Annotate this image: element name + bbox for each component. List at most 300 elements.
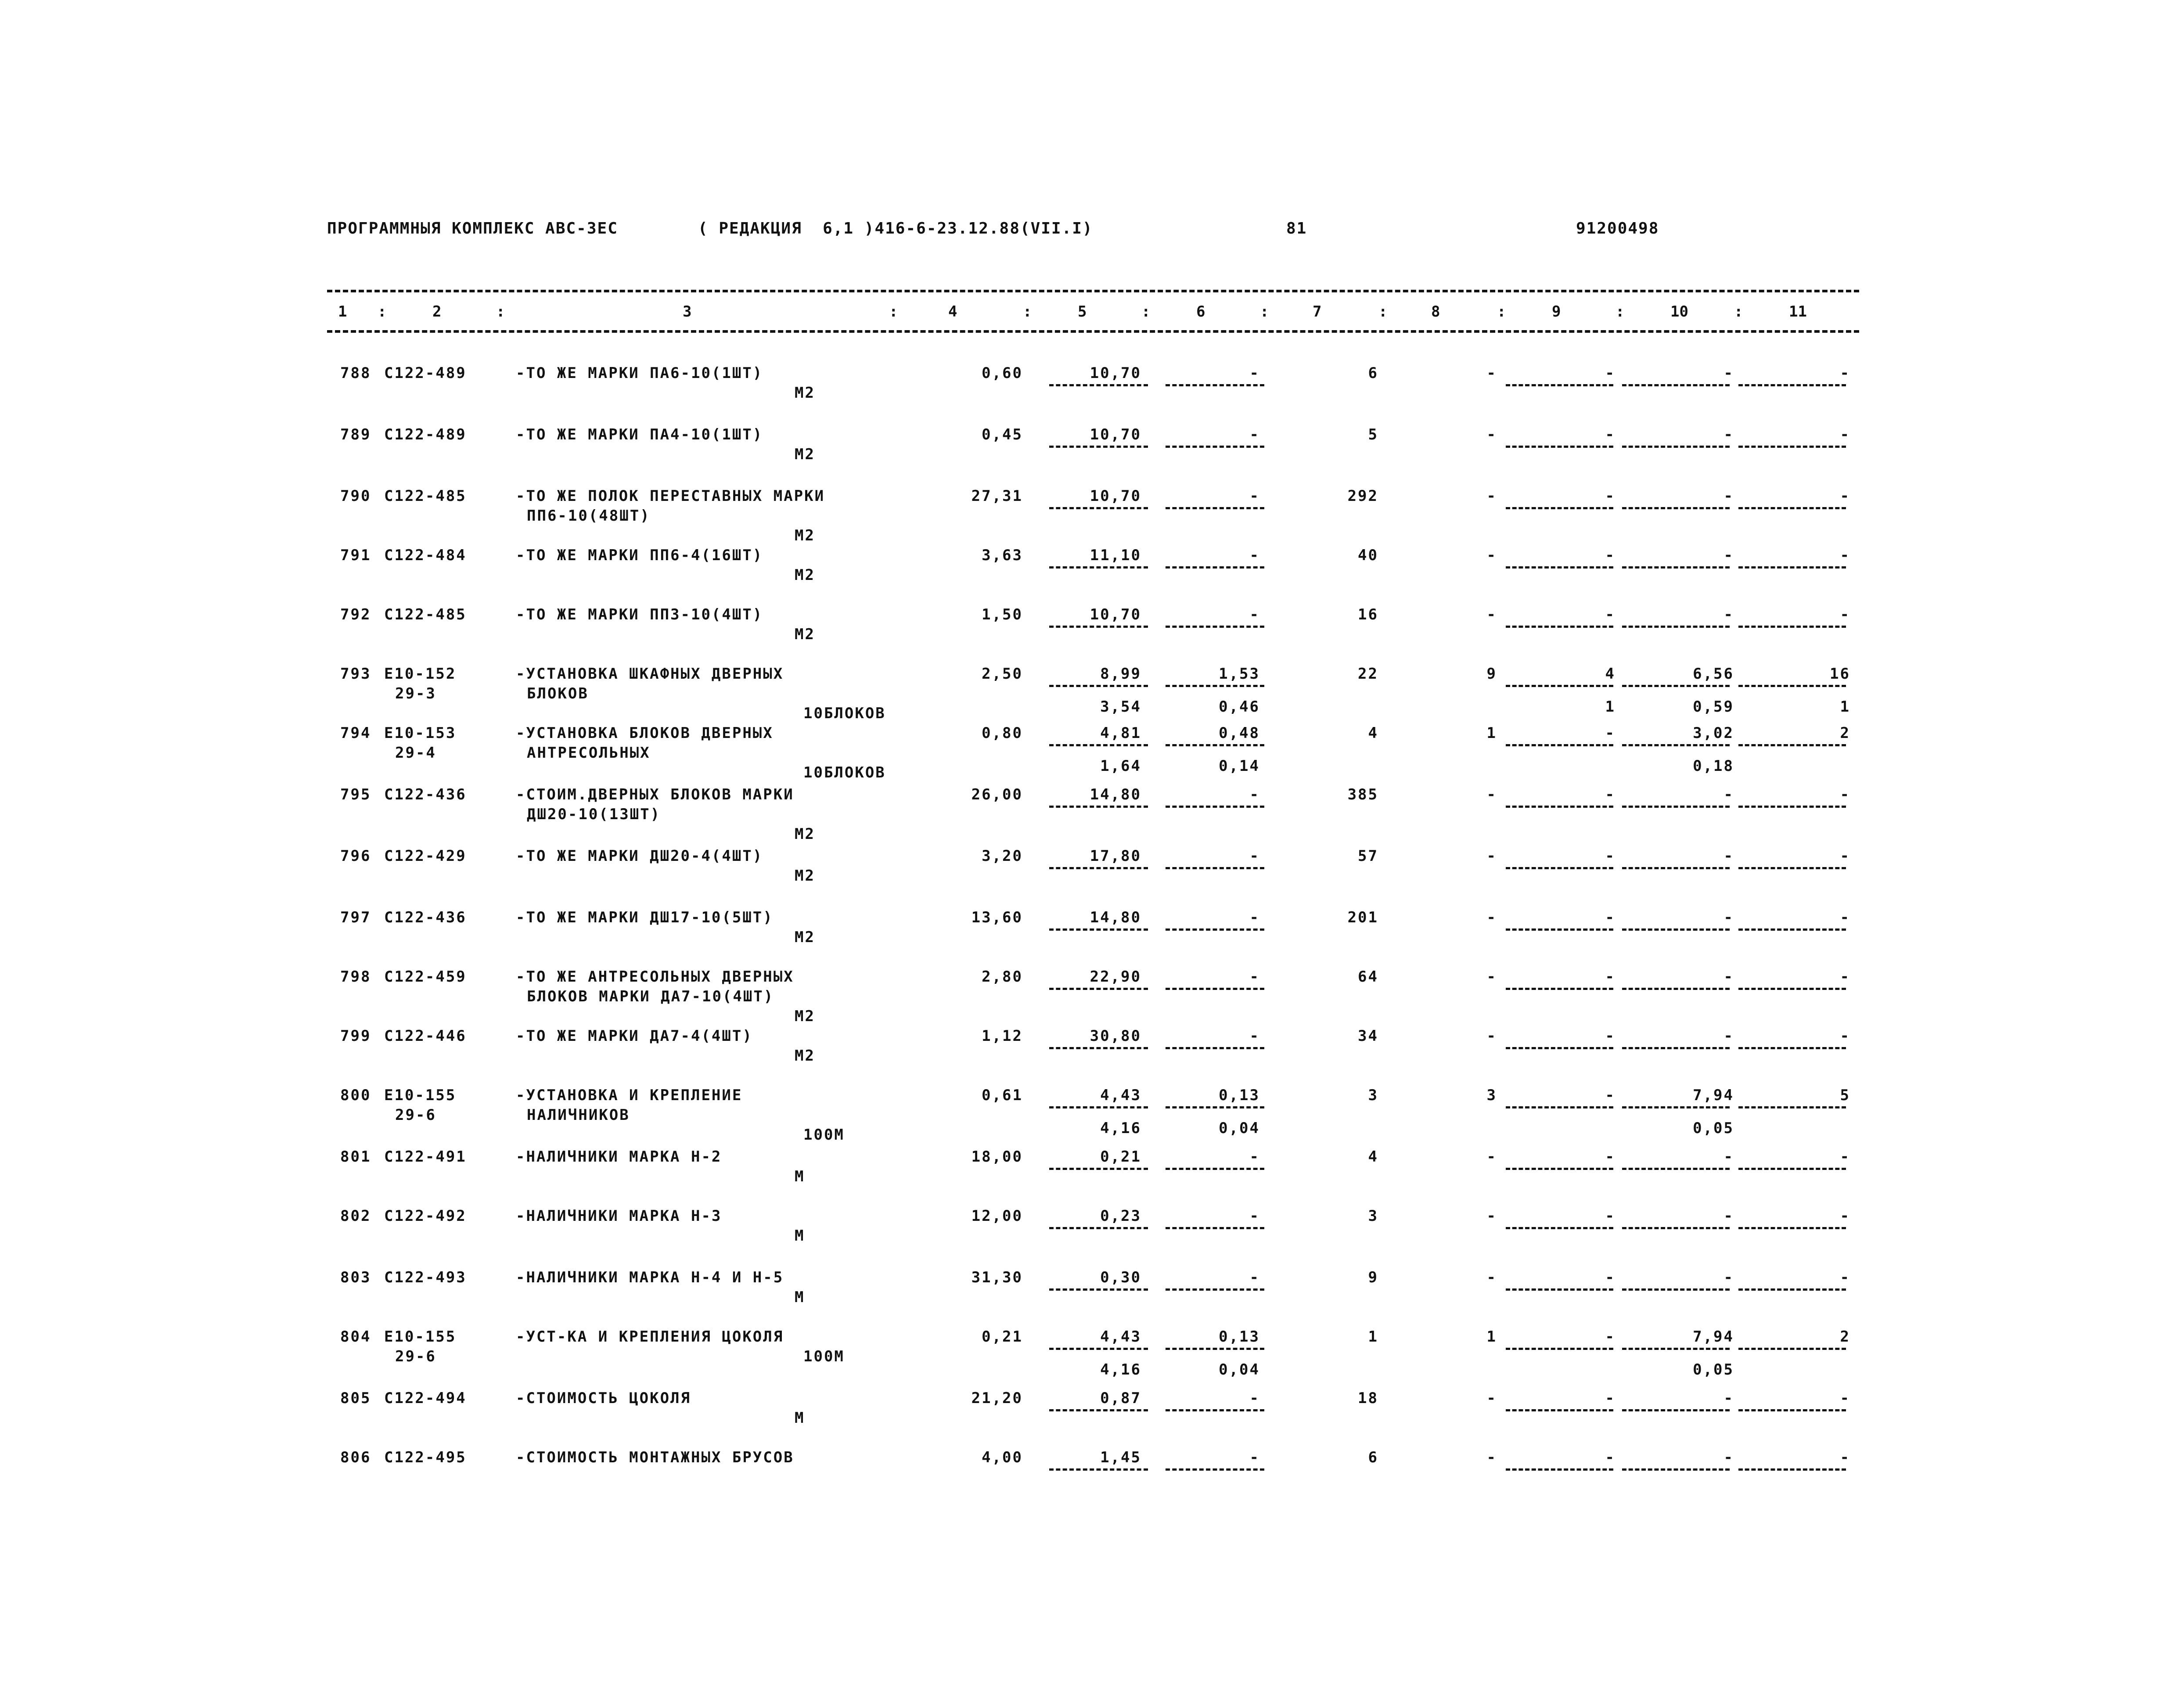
item-name: -ТО ЖЕ МАРКИ ПА4-10(1ШТ) (516, 426, 763, 443)
unit: 100М (803, 1348, 845, 1365)
col6-value: - (1249, 1449, 1260, 1466)
value-underline (1622, 1168, 1730, 1170)
col-separator: : (889, 303, 898, 320)
unit-price: 22,90 (1090, 968, 1141, 986)
unit-price: 0,30 (1100, 1269, 1141, 1286)
item-code: Е10-155 (384, 1087, 457, 1104)
col-separator: : (378, 303, 387, 320)
value-underline (1622, 867, 1730, 869)
value-underline (1166, 1288, 1264, 1291)
col11-value: - (1840, 606, 1850, 623)
value-underline (1506, 384, 1613, 386)
col-2: 2 (432, 303, 442, 320)
value-underline (1622, 806, 1730, 808)
value-underline (1166, 744, 1264, 746)
col9-value: - (1605, 426, 1616, 443)
value-underline (1622, 928, 1730, 931)
value-underline (1506, 1047, 1613, 1049)
value-underline (1506, 566, 1613, 569)
value-underline (1738, 685, 1846, 687)
quantity: 0,80 (982, 724, 1023, 742)
item-code: С122-436 (384, 909, 467, 926)
col10-value: - (1723, 1389, 1734, 1407)
item-name: -ТО ЖЕ МАРКИ ДА7-4(4ШТ) (516, 1027, 753, 1045)
col-9: 9 (1552, 303, 1561, 320)
col6-value: 0,13 (1219, 1328, 1260, 1346)
col10-value: - (1723, 909, 1734, 926)
value-underline (1049, 626, 1148, 628)
col6-value: - (1249, 426, 1260, 443)
quantity: 26,00 (971, 786, 1023, 803)
row-number: 801 (340, 1148, 371, 1166)
unit-price: 1,45 (1100, 1449, 1141, 1466)
col8-value: - (1486, 487, 1497, 505)
value-underline (1622, 1227, 1730, 1229)
col6-value: - (1249, 968, 1260, 986)
value-underline (1738, 1227, 1846, 1229)
quantity: 0,21 (982, 1328, 1023, 1346)
row-number: 806 (340, 1449, 371, 1466)
row-number: 789 (340, 426, 371, 443)
col6-value: - (1249, 1207, 1260, 1225)
item-code-sub: 29-6 (395, 1106, 436, 1124)
quantity: 1,12 (982, 1027, 1023, 1045)
value-underline (1506, 867, 1613, 869)
value-underline (1506, 744, 1613, 746)
item-name: -УСТАНОВКА И КРЕПЛЕНИЕ (516, 1087, 743, 1104)
item-name: -ТО ЖЕ МАРКИ ПП6-4(16ШТ) (516, 547, 763, 564)
quantity: 4,00 (982, 1449, 1023, 1466)
unit-price: 0,21 (1100, 1148, 1141, 1166)
row-number: 791 (340, 547, 371, 564)
col6-sub-value: 0,04 (1219, 1119, 1260, 1137)
col8-value: 9 (1486, 665, 1497, 683)
value-underline (1506, 507, 1613, 509)
col11-value: - (1840, 1148, 1850, 1166)
item-name: -УСТ-КА И КРЕПЛЕНИЯ ЦОКОЛЯ (516, 1328, 784, 1346)
col10-value: - (1723, 968, 1734, 986)
unit-price: 14,80 (1090, 909, 1141, 926)
item-code: С122-485 (384, 606, 467, 623)
value-underline (1622, 1106, 1730, 1108)
col-10: 10 (1670, 303, 1688, 320)
col8-value: - (1486, 1027, 1497, 1045)
col8-value: - (1486, 909, 1497, 926)
col11-value: - (1840, 1269, 1850, 1286)
col11-sub-value: 1 (1840, 698, 1850, 716)
col10-value: - (1723, 547, 1734, 564)
quantity: 21,20 (971, 1389, 1023, 1407)
col6-value: - (1249, 1269, 1260, 1286)
quantity: 27,31 (971, 487, 1023, 505)
value-underline (1049, 446, 1148, 448)
col7-value: 1 (1368, 1328, 1378, 1346)
unit: 10БЛОКОВ (803, 705, 886, 722)
col8-value: - (1486, 1389, 1497, 1407)
wage-value: 4,16 (1100, 1119, 1141, 1137)
col-separator: : (1023, 303, 1032, 320)
row-number: 793 (340, 665, 371, 683)
col6-value: - (1249, 1148, 1260, 1166)
value-underline (1738, 1468, 1846, 1471)
col8-value: - (1486, 1269, 1497, 1286)
col8-value: - (1486, 426, 1497, 443)
value-underline (1738, 1409, 1846, 1411)
col8-value: - (1486, 968, 1497, 986)
col7-value: 40 (1358, 547, 1378, 564)
col10-value: - (1723, 1449, 1734, 1466)
item-code-sub: 29-6 (395, 1348, 436, 1365)
col10-value: - (1723, 1027, 1734, 1045)
col7-value: 18 (1358, 1389, 1378, 1407)
col7-value: 3 (1368, 1087, 1378, 1104)
item-name: -ТО ЖЕ ПОЛОК ПЕРЕСТАВНЫХ МАРКИ (516, 487, 825, 505)
quantity: 3,63 (982, 547, 1023, 564)
quantity: 2,50 (982, 665, 1023, 683)
quantity: 12,00 (971, 1207, 1023, 1225)
col11-value: - (1840, 547, 1850, 564)
value-underline (1622, 1288, 1730, 1291)
item-code: С122-492 (384, 1207, 467, 1225)
quantity: 3,20 (982, 847, 1023, 865)
value-underline (1506, 446, 1613, 448)
col10-sub-value: 0,05 (1693, 1119, 1734, 1137)
item-name: -ТО ЖЕ МАРКИ ПА6-10(1ШТ) (516, 364, 763, 382)
col9-value: - (1605, 909, 1616, 926)
col7-value: 34 (1358, 1027, 1378, 1045)
unit: М (795, 1409, 805, 1427)
value-underline (1622, 626, 1730, 628)
value-underline (1049, 1106, 1148, 1108)
value-underline (1049, 1227, 1148, 1229)
col6-value: 0,13 (1219, 1087, 1260, 1104)
col6-value: - (1249, 786, 1260, 803)
value-underline (1738, 988, 1846, 990)
col7-value: 16 (1358, 606, 1378, 623)
col-separator: : (1734, 303, 1743, 320)
item-code: С122-429 (384, 847, 467, 865)
value-underline (1506, 1409, 1613, 1411)
col6-value: - (1249, 547, 1260, 564)
value-underline (1166, 1348, 1264, 1350)
col11-value: 5 (1840, 1087, 1850, 1104)
col9-value: 4 (1605, 665, 1616, 683)
item-code: С122-485 (384, 487, 467, 505)
item-code: С122-446 (384, 1027, 467, 1045)
row-number: 788 (340, 364, 371, 382)
item-code: С122-493 (384, 1269, 467, 1286)
value-underline (1622, 384, 1730, 386)
unit: М (795, 1227, 805, 1245)
value-underline (1622, 507, 1730, 509)
value-underline (1738, 867, 1846, 869)
col-separator: : (1378, 303, 1388, 320)
col7-value: 385 (1347, 786, 1378, 803)
unit: М2 (795, 928, 815, 946)
col6-value: - (1249, 909, 1260, 926)
item-name: -УСТАНОВКА БЛОКОВ ДВЕРНЫХ (516, 724, 774, 742)
quantity: 0,45 (982, 426, 1023, 443)
row-number: 804 (340, 1328, 371, 1346)
row-number: 799 (340, 1027, 371, 1045)
col-separator: : (1497, 303, 1506, 320)
unit-price: 10,70 (1090, 426, 1141, 443)
value-underline (1049, 1348, 1148, 1350)
quantity: 31,30 (971, 1269, 1023, 1286)
item-code-sub: 29-3 (395, 685, 436, 702)
col11-value: - (1840, 1389, 1850, 1407)
item-name-cont: ПП6-10(48ШТ) (527, 507, 651, 525)
unit-price: 10,70 (1090, 364, 1141, 382)
value-underline (1049, 744, 1148, 746)
value-underline (1166, 566, 1264, 569)
col9-value: - (1605, 1148, 1616, 1166)
value-underline (1166, 988, 1264, 990)
col6-value: - (1249, 1027, 1260, 1045)
item-name-cont: ДШ20-10(13ШТ) (527, 806, 661, 823)
col-separator: : (1260, 303, 1269, 320)
value-underline (1622, 446, 1730, 448)
value-underline (1166, 626, 1264, 628)
item-name-cont: НАЛИЧНИКОВ (527, 1106, 630, 1124)
col10-sub-value: 0,18 (1693, 757, 1734, 775)
value-underline (1506, 806, 1613, 808)
col11-value: - (1840, 786, 1850, 803)
col9-value: - (1605, 1207, 1616, 1225)
value-underline (1738, 928, 1846, 931)
row-number: 798 (340, 968, 371, 986)
col9-value: - (1605, 968, 1616, 986)
value-underline (1049, 507, 1148, 509)
col10-value: - (1723, 1148, 1734, 1166)
unit: М2 (795, 1047, 815, 1065)
col10-sub-value: 0,05 (1693, 1361, 1734, 1378)
col6-value: - (1249, 847, 1260, 865)
value-underline (1738, 806, 1846, 808)
item-code: С122-489 (384, 364, 467, 382)
col10-value: - (1723, 606, 1734, 623)
col10-value: - (1723, 847, 1734, 865)
col6-sub-value: 0,46 (1219, 698, 1260, 716)
col9-value: - (1605, 847, 1616, 865)
col8-value: - (1486, 364, 1497, 382)
quantity: 18,00 (971, 1148, 1023, 1166)
col7-value: 22 (1358, 665, 1378, 683)
col11-value: - (1840, 909, 1850, 926)
col11-value: 2 (1840, 724, 1850, 742)
col9-value: - (1605, 1027, 1616, 1045)
unit-price: 0,87 (1100, 1389, 1141, 1407)
col-7: 7 (1313, 303, 1322, 320)
value-underline (1049, 384, 1148, 386)
value-underline (1738, 1168, 1846, 1170)
value-underline (1506, 1348, 1613, 1350)
program-title: ПРОГРАММНЫЯ КОМПЛЕКС АВС-ЗЕС (327, 219, 618, 237)
col11-value: 2 (1840, 1328, 1850, 1346)
value-underline (1049, 566, 1148, 569)
value-underline (1166, 1227, 1264, 1229)
value-underline (1049, 988, 1148, 990)
unit-price: 10,70 (1090, 606, 1141, 623)
col7-value: 3 (1368, 1207, 1378, 1225)
col9-value: - (1605, 1269, 1616, 1286)
col6-value: 0,48 (1219, 724, 1260, 742)
col9-value: - (1605, 1449, 1616, 1466)
value-underline (1166, 1106, 1264, 1108)
unit-price: 4,81 (1100, 724, 1141, 742)
col8-value: - (1486, 606, 1497, 623)
col-3: 3 (683, 303, 692, 320)
col7-value: 9 (1368, 1269, 1378, 1286)
col11-value: - (1840, 487, 1850, 505)
row-number: 803 (340, 1269, 371, 1286)
value-underline (1506, 1227, 1613, 1229)
col10-value: - (1723, 786, 1734, 803)
item-code: С122-459 (384, 968, 467, 986)
col10-value: - (1723, 1269, 1734, 1286)
value-underline (1506, 685, 1613, 687)
value-underline (1506, 1468, 1613, 1471)
item-code: С122-489 (384, 426, 467, 443)
col11-value: - (1840, 968, 1850, 986)
value-underline (1166, 1168, 1264, 1170)
row-number: 796 (340, 847, 371, 865)
col6-value: - (1249, 364, 1260, 382)
col6-sub-value: 0,14 (1219, 757, 1260, 775)
unit: М2 (795, 1008, 815, 1025)
value-underline (1166, 685, 1264, 687)
value-underline (1738, 1288, 1846, 1291)
item-code: С122-484 (384, 547, 467, 564)
row-number: 792 (340, 606, 371, 623)
col-11: 11 (1789, 303, 1807, 320)
col-8: 8 (1431, 303, 1440, 320)
value-underline (1622, 1348, 1730, 1350)
unit: М2 (795, 527, 815, 544)
value-underline (1166, 806, 1264, 808)
header-rule-top (327, 290, 1859, 292)
unit: М (795, 1168, 805, 1185)
quantity: 1,50 (982, 606, 1023, 623)
item-name: -НАЛИЧНИКИ МАРКА Н-4 И Н-5 (516, 1269, 784, 1286)
row-number: 790 (340, 487, 371, 505)
col10-value: 7,94 (1693, 1328, 1734, 1346)
row-number: 797 (340, 909, 371, 926)
col-separator: : (1616, 303, 1625, 320)
item-name: -ТО ЖЕ АНТРЕСОЛЬНЫХ ДВЕРНЫХ (516, 968, 794, 986)
item-name: -ТО ЖЕ МАРКИ ДШ20-4(4ШТ) (516, 847, 763, 865)
value-underline (1049, 1168, 1148, 1170)
unit-price: 4,43 (1100, 1328, 1141, 1346)
value-underline (1049, 806, 1148, 808)
header-rule-bottom (327, 330, 1859, 333)
item-name: -НАЛИЧНИКИ МАРКА Н-2 (516, 1148, 722, 1166)
value-underline (1738, 566, 1846, 569)
col-6: 6 (1196, 303, 1205, 320)
col9-value: - (1605, 364, 1616, 382)
col7-value: 57 (1358, 847, 1378, 865)
value-underline (1506, 988, 1613, 990)
quantity: 2,80 (982, 968, 1023, 986)
item-code: С122-494 (384, 1389, 467, 1407)
value-underline (1506, 1106, 1613, 1108)
item-name: -ТО ЖЕ МАРКИ ДШ17-10(5ШТ) (516, 909, 774, 926)
col-4: 4 (948, 303, 957, 320)
value-underline (1738, 744, 1846, 746)
col7-value: 292 (1347, 487, 1378, 505)
unit-price: 30,80 (1090, 1027, 1141, 1045)
col8-value: - (1486, 786, 1497, 803)
value-underline (1049, 1047, 1148, 1049)
value-underline (1622, 1409, 1730, 1411)
value-underline (1506, 626, 1613, 628)
col-separator: : (496, 303, 505, 320)
col9-sub-value: 1 (1605, 698, 1616, 716)
col9-value: - (1605, 786, 1616, 803)
value-underline (1738, 1047, 1846, 1049)
col8-value: - (1486, 547, 1497, 564)
unit: М2 (795, 626, 815, 643)
value-underline (1049, 1409, 1148, 1411)
col-separator: : (1141, 303, 1151, 320)
col6-value: - (1249, 1389, 1260, 1407)
document-code: 91200498 (1576, 219, 1659, 237)
col10-value: 6,56 (1693, 665, 1734, 683)
item-name: -НАЛИЧНИКИ МАРКА Н-3 (516, 1207, 722, 1225)
unit: М2 (795, 566, 815, 584)
col7-value: 5 (1368, 426, 1378, 443)
item-name-cont: БЛОКОВ МАРКИ ДА7-10(4ШТ) (527, 988, 774, 1005)
col9-value: - (1605, 724, 1616, 742)
col10-value: 7,94 (1693, 1087, 1734, 1104)
col10-sub-value: 0,59 (1693, 698, 1734, 716)
col8-value: - (1486, 1148, 1497, 1166)
unit: 100М (803, 1126, 845, 1144)
col8-value: 1 (1486, 724, 1497, 742)
value-underline (1166, 1047, 1264, 1049)
col6-value: 1,53 (1219, 665, 1260, 683)
value-underline (1622, 566, 1730, 569)
col8-value: 1 (1486, 1328, 1497, 1346)
value-underline (1622, 685, 1730, 687)
col11-value: 16 (1830, 665, 1850, 683)
col8-value: - (1486, 1207, 1497, 1225)
col11-value: - (1840, 426, 1850, 443)
value-underline (1738, 446, 1846, 448)
wage-value: 4,16 (1100, 1361, 1141, 1378)
item-code: С122-436 (384, 786, 467, 803)
unit-price: 11,10 (1090, 547, 1141, 564)
col11-value: - (1840, 1449, 1850, 1466)
item-name-cont: БЛОКОВ (527, 685, 589, 702)
col8-value: - (1486, 847, 1497, 865)
value-underline (1166, 384, 1264, 386)
item-code: С122-491 (384, 1148, 467, 1166)
item-code-sub: 29-4 (395, 744, 436, 762)
value-underline (1049, 867, 1148, 869)
item-code: Е10-155 (384, 1328, 457, 1346)
quantity: 0,60 (982, 364, 1023, 382)
value-underline (1049, 1288, 1148, 1291)
value-underline (1049, 1468, 1148, 1471)
col6-value: - (1249, 606, 1260, 623)
col11-value: - (1840, 847, 1850, 865)
col11-value: - (1840, 1207, 1850, 1225)
col6-sub-value: 0,04 (1219, 1361, 1260, 1378)
col6-value: - (1249, 487, 1260, 505)
col7-value: 6 (1368, 364, 1378, 382)
col7-value: 64 (1358, 968, 1378, 986)
